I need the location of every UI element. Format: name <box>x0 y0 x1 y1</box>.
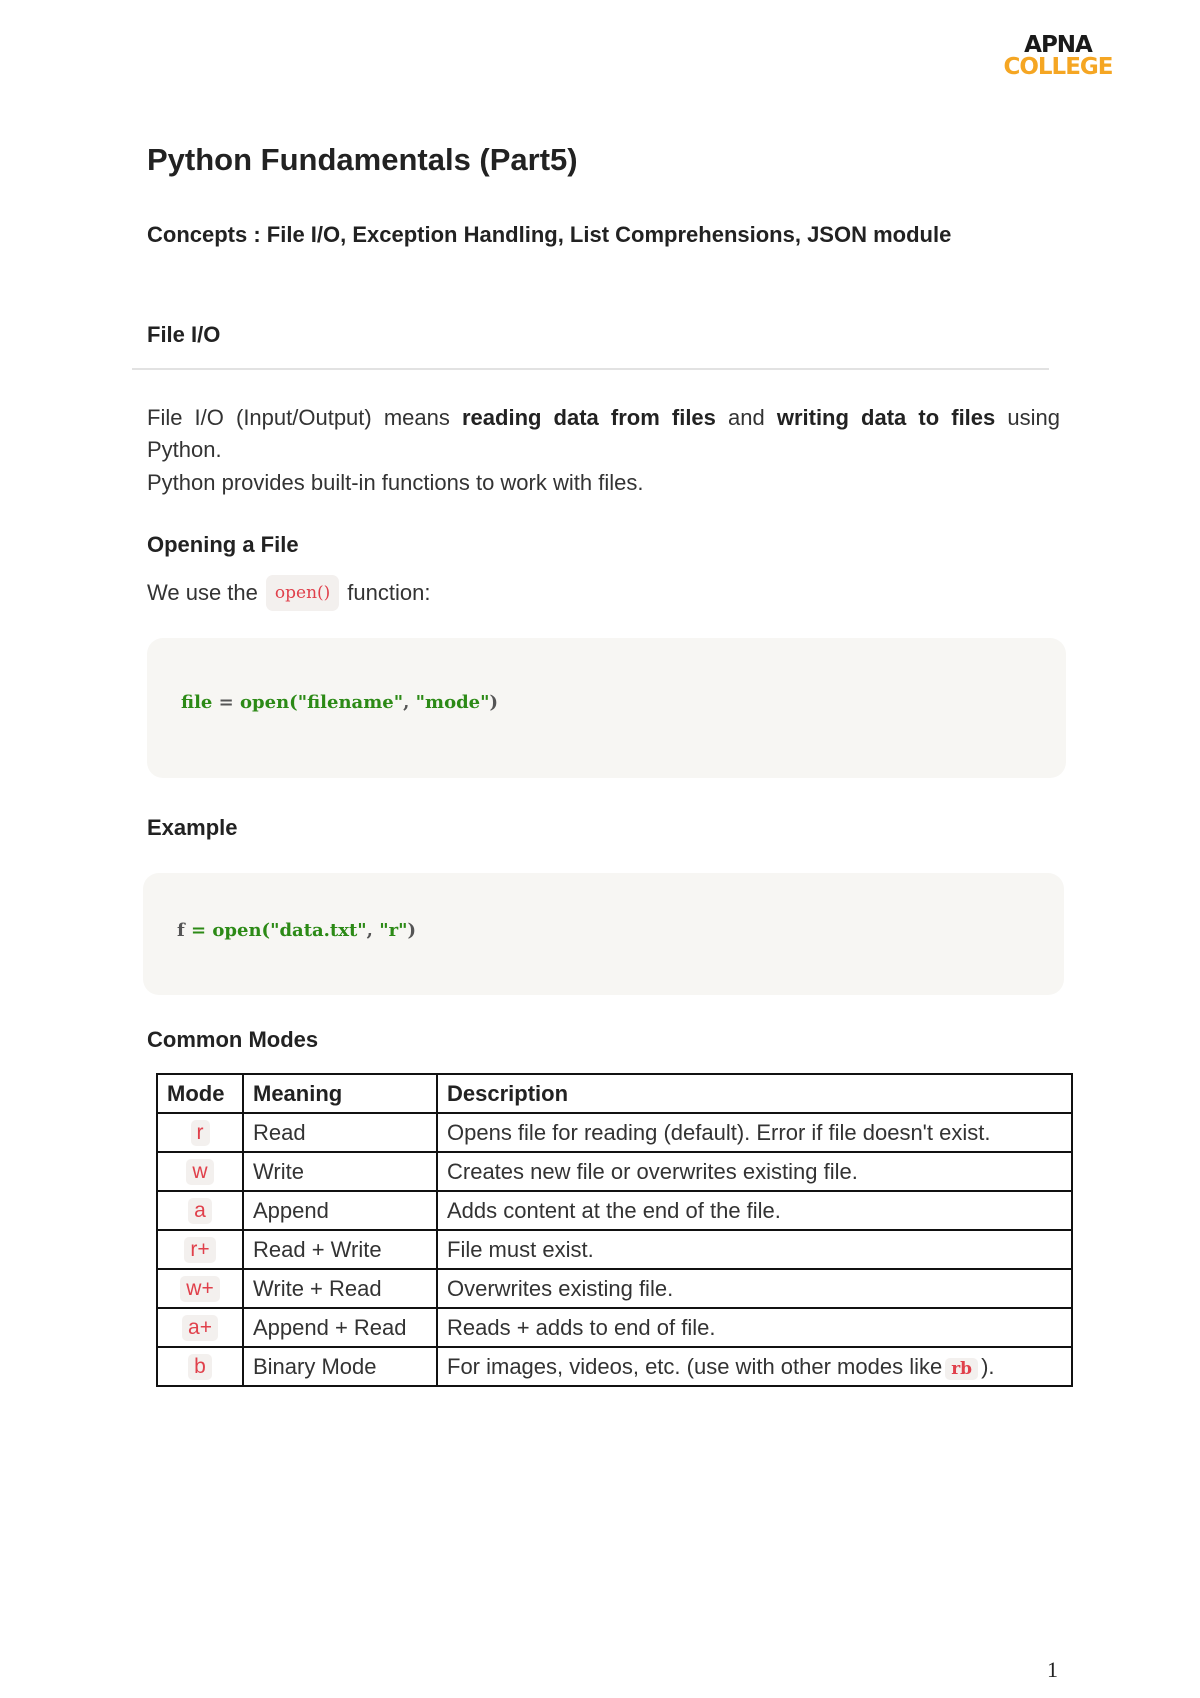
mode-chip: r+ <box>184 1237 215 1263</box>
table-row <box>157 1191 1072 1230</box>
intro-text-end: using Python. <box>147 405 1060 462</box>
concepts-line: Concepts : File I/O, Exception Handling, List Comprehensions, JSON module <box>147 222 952 247</box>
section-divider <box>132 368 1049 370</box>
code-arg-datatxt: "data.txt" <box>270 920 367 941</box>
page-number: 1 <box>1047 1657 1058 1682</box>
code-func: open( <box>240 692 298 713</box>
logo-line-apna: APNA <box>1024 32 1092 58</box>
mode-cell <box>157 1191 243 1230</box>
open-function-sentence <box>147 575 1060 611</box>
intro-text-start: File I/O (Input/Output) means <box>147 405 462 430</box>
open-sentence-end: function: <box>347 580 431 605</box>
header-meaning: Meaning <box>243 1074 437 1113</box>
intro-bold-writing: writing data to files <box>776 405 996 430</box>
code-eq: = <box>191 920 207 941</box>
open-sentence-start: We use the <box>147 580 258 605</box>
code-block-open-syntax <box>147 638 1066 778</box>
code-close-paren: ) <box>489 692 499 713</box>
code-comma: , <box>403 692 410 713</box>
mode-cell <box>157 1269 243 1308</box>
modes-table <box>156 1073 1073 1387</box>
intro-text-mid: and <box>715 405 777 430</box>
description-cell: Reads + adds to end of file. <box>437 1308 1072 1347</box>
description-cell: File must exist. <box>437 1230 1072 1269</box>
apna-college-logo <box>1003 34 1113 78</box>
description-cell: Creates new file or overwrites existing file. <box>437 1152 1072 1191</box>
mode-chip: w <box>186 1159 213 1185</box>
meaning-cell: Read <box>243 1113 437 1152</box>
code-block-example <box>143 873 1064 995</box>
description-cell <box>437 1347 1072 1386</box>
table-row <box>157 1347 1072 1386</box>
logo-line-college: COLLEGE <box>1003 54 1113 80</box>
table-row <box>157 1269 1072 1308</box>
code-var: f <box>177 920 185 941</box>
description-cell: Opens file for reading (default). Error if file doesn't exist. <box>437 1113 1072 1152</box>
description-cell: Overwrites existing file. <box>437 1269 1072 1308</box>
mode-cell <box>157 1230 243 1269</box>
code-arg-mode: "mode" <box>415 692 490 713</box>
code-func: open( <box>212 920 271 941</box>
builtin-functions-paragraph: Python provides built-in functions to work with files. <box>147 470 644 495</box>
inline-code-open: open() <box>266 575 339 611</box>
mode-chip: a <box>188 1198 212 1224</box>
mode-chip: w+ <box>180 1276 219 1302</box>
mode-cell <box>157 1113 243 1152</box>
example-heading: Example <box>147 815 238 840</box>
description-cell: Adds content at the end of the file. <box>437 1191 1072 1230</box>
mode-cell <box>157 1347 243 1386</box>
mode-chip: r <box>191 1120 210 1146</box>
meaning-cell: Binary Mode <box>243 1347 437 1386</box>
meaning-cell: Write + Read <box>243 1269 437 1308</box>
code-var: file <box>181 692 213 713</box>
description-text-start: For images, videos, etc. (use with other modes like <box>447 1353 943 1379</box>
code-arg-filename: "filename" <box>297 692 404 713</box>
code-arg-r: "r" <box>379 920 408 941</box>
meaning-cell: Read + Write <box>243 1230 437 1269</box>
mode-chip: b <box>188 1354 212 1380</box>
section-heading-file-io: File I/O <box>147 322 221 347</box>
intro-bold-reading: reading data from files <box>461 405 716 430</box>
table-row <box>157 1152 1072 1191</box>
code-eq: = <box>218 692 234 713</box>
mode-chip: a+ <box>182 1315 218 1341</box>
meaning-cell: Append + Read <box>243 1308 437 1347</box>
code-line-example <box>177 920 416 941</box>
code-close-paren: ) <box>407 920 417 941</box>
header-description: Description <box>437 1074 1072 1113</box>
table-header-row <box>157 1074 1072 1113</box>
table-row <box>157 1308 1072 1347</box>
common-modes-heading: Common Modes <box>147 1027 319 1052</box>
inline-code-rb: rb <box>945 1358 978 1380</box>
mode-cell <box>157 1308 243 1347</box>
mode-cell <box>157 1152 243 1191</box>
meaning-cell: Write <box>243 1152 437 1191</box>
document-title: Python Fundamentals (Part5) <box>147 142 578 177</box>
description-text-end: ). <box>981 1353 995 1379</box>
opening-file-heading: Opening a File <box>147 532 299 557</box>
code-comma: , <box>366 920 373 941</box>
meaning-cell: Append <box>243 1191 437 1230</box>
header-mode: Mode <box>157 1074 243 1113</box>
intro-paragraph <box>147 402 1060 466</box>
table-row <box>157 1230 1072 1269</box>
code-line-open-syntax <box>181 692 498 713</box>
table-row <box>157 1113 1072 1152</box>
